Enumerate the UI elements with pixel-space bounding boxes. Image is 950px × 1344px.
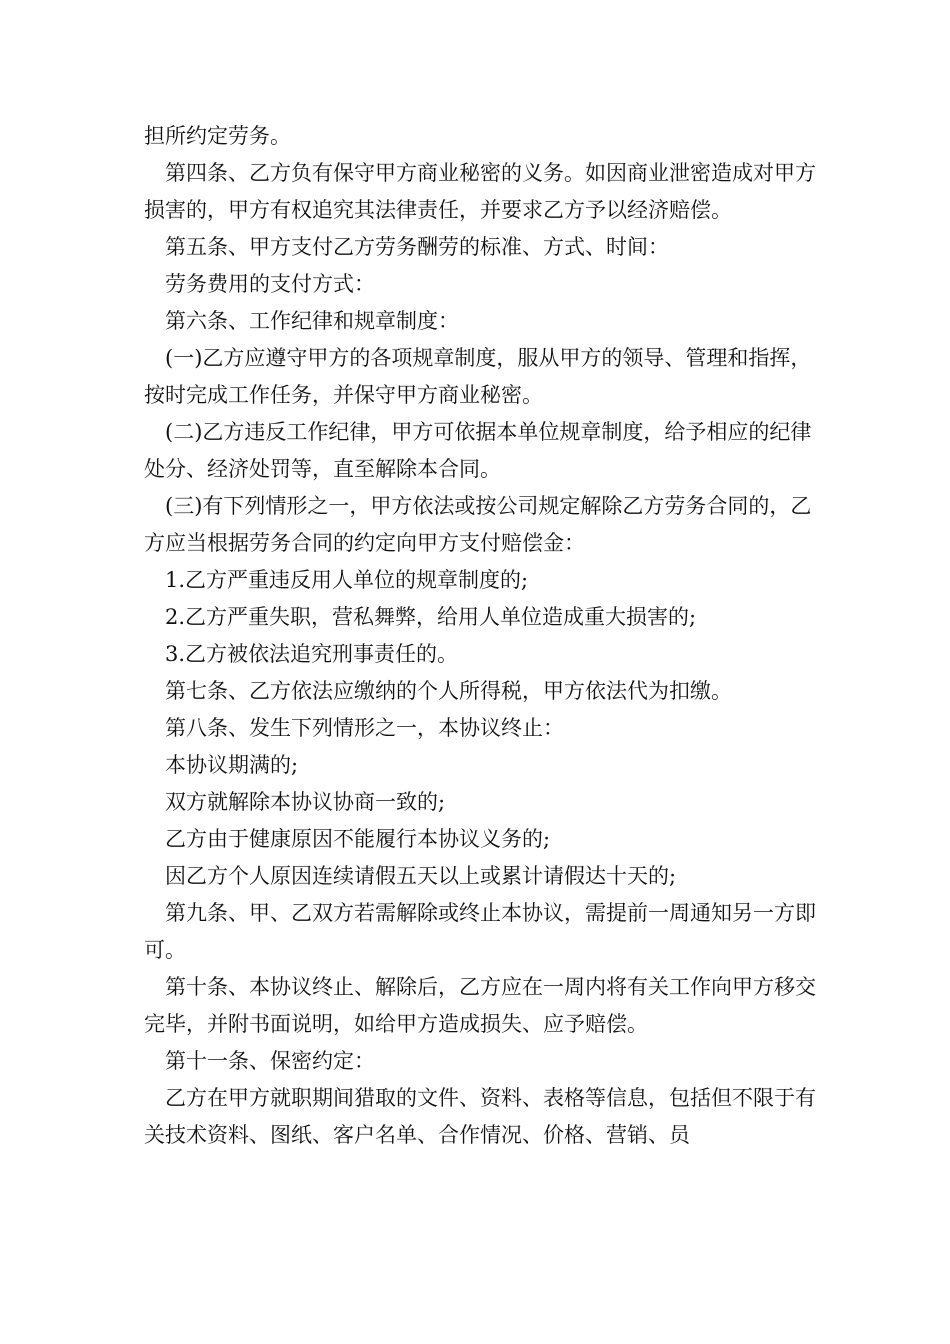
paragraph-clause-2: (二)乙方违反工作纪律，甲方可依据本单位规章制度，给予相应的纪律处分、经济处罚等，直至解除本合同。 xyxy=(144,420,812,481)
list-item: 本协议期满的; xyxy=(165,753,299,777)
paragraph-article-7: 第七条、乙方依法应缴纳的个人所得税，甲方依法代为扣缴。 xyxy=(165,679,732,703)
list-item: 2.乙方严重失职，营私舞弊，给用人单位造成重大损害的; xyxy=(165,605,697,629)
list-item: 因乙方个人原因连续请假五天以上或累计请假达十天的; xyxy=(165,864,677,888)
paragraph-article-5: 第五条、甲方支付乙方劳务酬劳的标准、方式、时间： xyxy=(165,235,669,259)
document-body xyxy=(144,118,816,1154)
paragraph-article-9: 第九条、甲、乙双方若需解除或终止本协议，需提前一周通知另一方即可。 xyxy=(144,901,816,962)
list-item: 乙方由于健康原因不能履行本协议义务的; xyxy=(165,827,551,851)
paragraph-clause-1: (一)乙方应遵守甲方的各项规章制度，服从甲方的领导、管理和指挥，按时完成工作任务，并保守甲方商业秘密。 xyxy=(144,346,812,407)
paragraph-article-11: 第十一条、保密约定： xyxy=(165,1049,375,1073)
paragraph-article-6: 第六条、工作纪律和规章制度： xyxy=(165,309,459,333)
list-item: 1.乙方严重违反用人单位的规章制度的; xyxy=(165,568,529,592)
paragraph-clause-3: (三)有下列情形之一，甲方依法或按公司规定解除乙方劳务合同的，乙方应当根据劳务合同的约定向甲方支付赔偿金： xyxy=(144,494,812,555)
paragraph-payment-method: 劳务费用的支付方式： xyxy=(165,272,375,296)
paragraph-continuation: 担所约定劳务。 xyxy=(144,124,291,148)
list-item: 双方就解除本协议协商一致的; xyxy=(165,790,446,814)
list-item: 3.乙方被依法追究刑事责任的。 xyxy=(165,642,459,666)
paragraph-confidentiality: 乙方在甲方就职期间猎取的文件、资料、表格等信息，包括但不限于有关技术资料、图纸、客户名单、合作情况、价格、营销、员 xyxy=(144,1086,816,1147)
paragraph-article-8: 第八条、发生下列情形之一，本协议终止： xyxy=(165,716,564,740)
paragraph-article-4: 第四条、乙方负有保守甲方商业秘密的义务。如因商业泄密造成对甲方损害的，甲方有权追究其法律责任，并要求乙方予以经济赔偿。 xyxy=(144,161,816,222)
paragraph-article-10: 第十条、本协议终止、解除后，乙方应在一周内将有关工作向甲方移交完毕，并附书面说明，如给甲方造成损失、应予赔偿。 xyxy=(144,975,816,1036)
